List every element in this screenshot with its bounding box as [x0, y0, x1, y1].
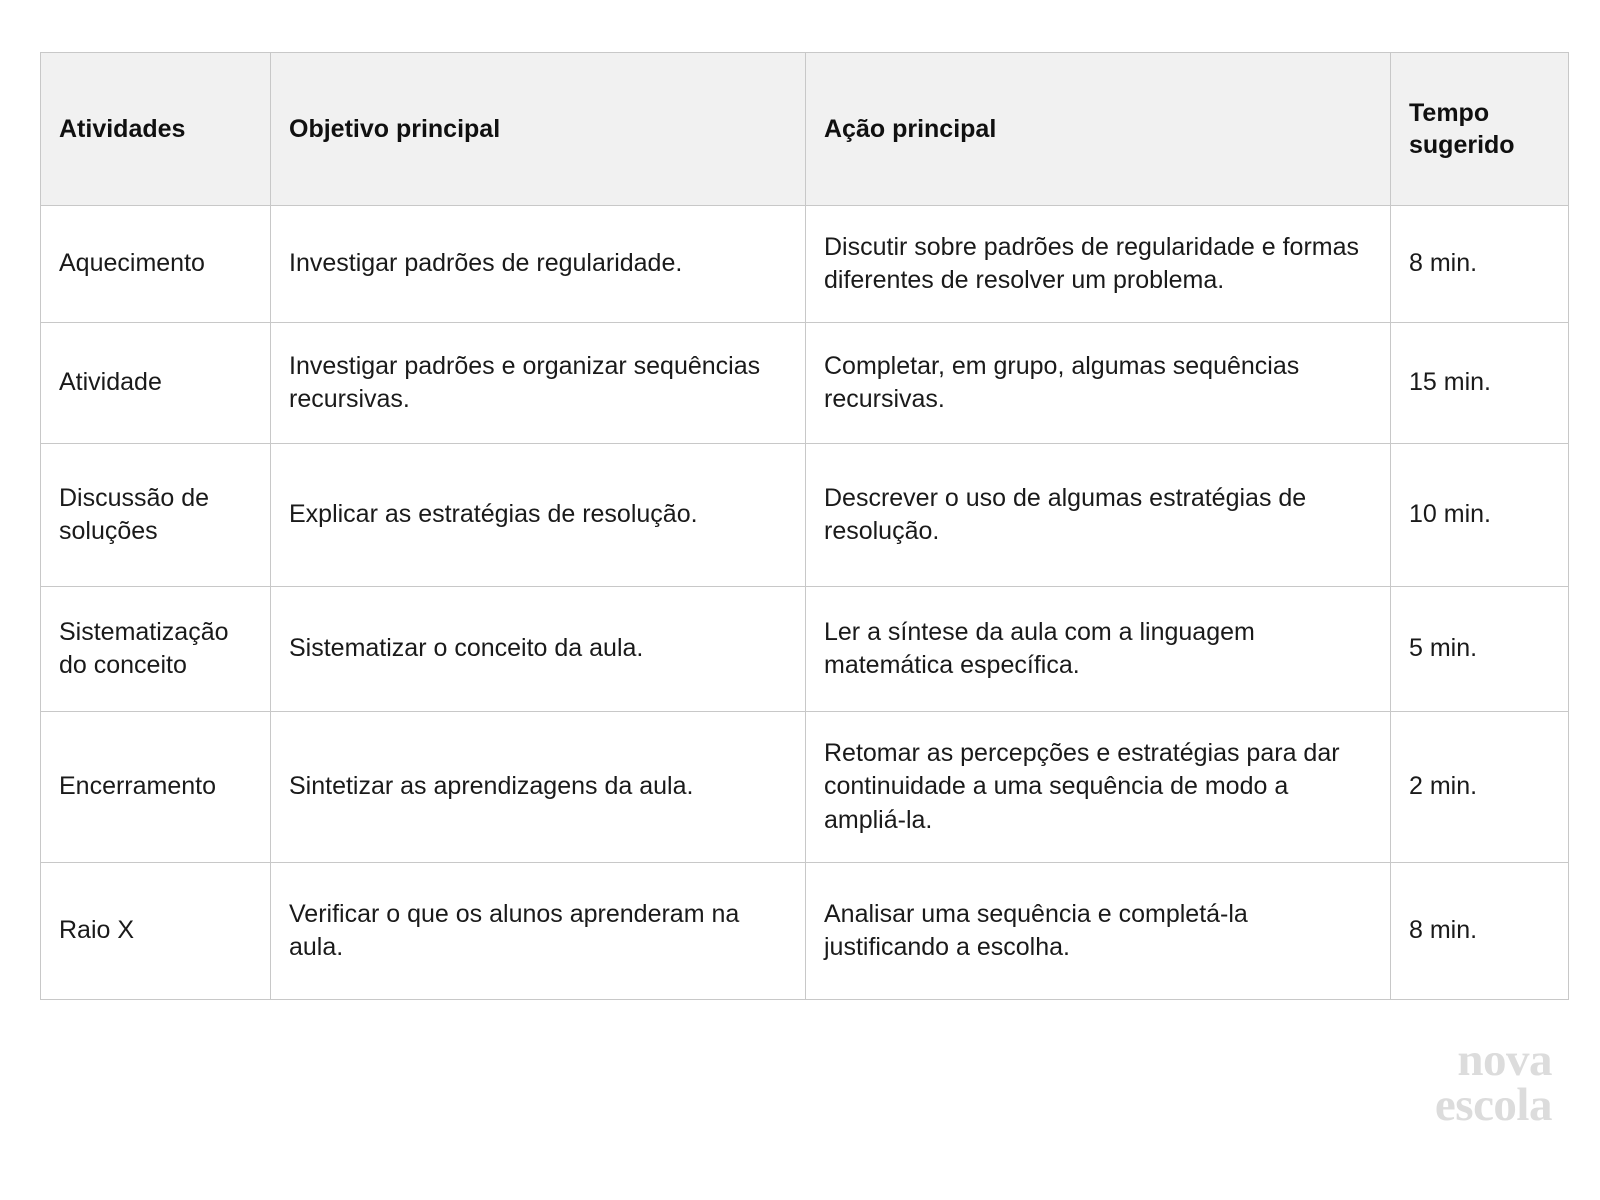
cell-objetivo: Investigar padrões e organizar sequências recursivas.: [271, 323, 806, 444]
cell-tempo: 8 min.: [1391, 206, 1569, 323]
cell-objetivo: Verificar o que os alunos aprenderam na aula.: [271, 863, 806, 1000]
cell-objetivo: Sistematizar o conceito da aula.: [271, 587, 806, 712]
cell-atividade: Encerramento: [41, 712, 271, 863]
table-row: [41, 323, 1569, 444]
cell-objetivo: Sintetizar as aprendizagens da aula.: [271, 712, 806, 863]
cell-tempo: 8 min.: [1391, 863, 1569, 1000]
cell-tempo: 10 min.: [1391, 444, 1569, 587]
cell-atividade: Atividade: [41, 323, 271, 444]
cell-acao: Analisar uma sequência e completá-la justificando a escolha.: [806, 863, 1391, 1000]
column-header-acao-principal: Ação principal: [806, 53, 1391, 206]
cell-tempo: 2 min.: [1391, 712, 1569, 863]
cell-objetivo: Explicar as estratégias de resolução.: [271, 444, 806, 587]
cell-acao: Discutir sobre padrões de regularidade e formas diferentes de resolver um problema.: [806, 206, 1391, 323]
nova-escola-logo: [1434, 1033, 1552, 1131]
cell-atividade: Sistematização do conceito: [41, 587, 271, 712]
cell-atividade: Raio X: [41, 863, 271, 1000]
column-header-tempo-sugerido: [1391, 53, 1569, 206]
column-header-tempo-line1: Tempo: [1409, 99, 1490, 127]
table-row: [41, 587, 1569, 712]
lesson-plan-table: [40, 52, 1569, 1000]
cell-atividade: Aquecimento: [41, 206, 271, 323]
cell-objetivo: Investigar padrões de regularidade.: [271, 206, 806, 323]
cell-acao: Completar, em grupo, algumas sequências recursivas.: [806, 323, 1391, 444]
table-body: [41, 206, 1569, 1000]
table-header: [41, 53, 1569, 206]
cell-acao: Descrever o uso de algumas estratégias de resolução.: [806, 444, 1391, 587]
table-row: [41, 206, 1569, 323]
logo-line-escola: escola: [1434, 1078, 1552, 1131]
cell-atividade: Discussão de soluções: [41, 444, 271, 587]
lesson-plan-table-container: [40, 52, 1568, 1000]
table-row: [41, 863, 1569, 1000]
cell-acao: Ler a síntese da aula com a linguagem matemática específica.: [806, 587, 1391, 712]
cell-tempo: 15 min.: [1391, 323, 1569, 444]
cell-acao: Retomar as percepções e estratégias para dar continuidade a uma sequência de modo a ampliá-la.: [806, 712, 1391, 863]
column-header-atividades: Atividades: [41, 53, 271, 206]
table-row: [41, 444, 1569, 587]
logo-line-nova: nova: [1457, 1033, 1552, 1086]
cell-tempo: 5 min.: [1391, 587, 1569, 712]
column-header-tempo-line2: sugerido: [1409, 131, 1515, 159]
table-header-row: [41, 53, 1569, 206]
column-header-objetivo-principal: Objetivo principal: [271, 53, 806, 206]
table-row: [41, 712, 1569, 863]
